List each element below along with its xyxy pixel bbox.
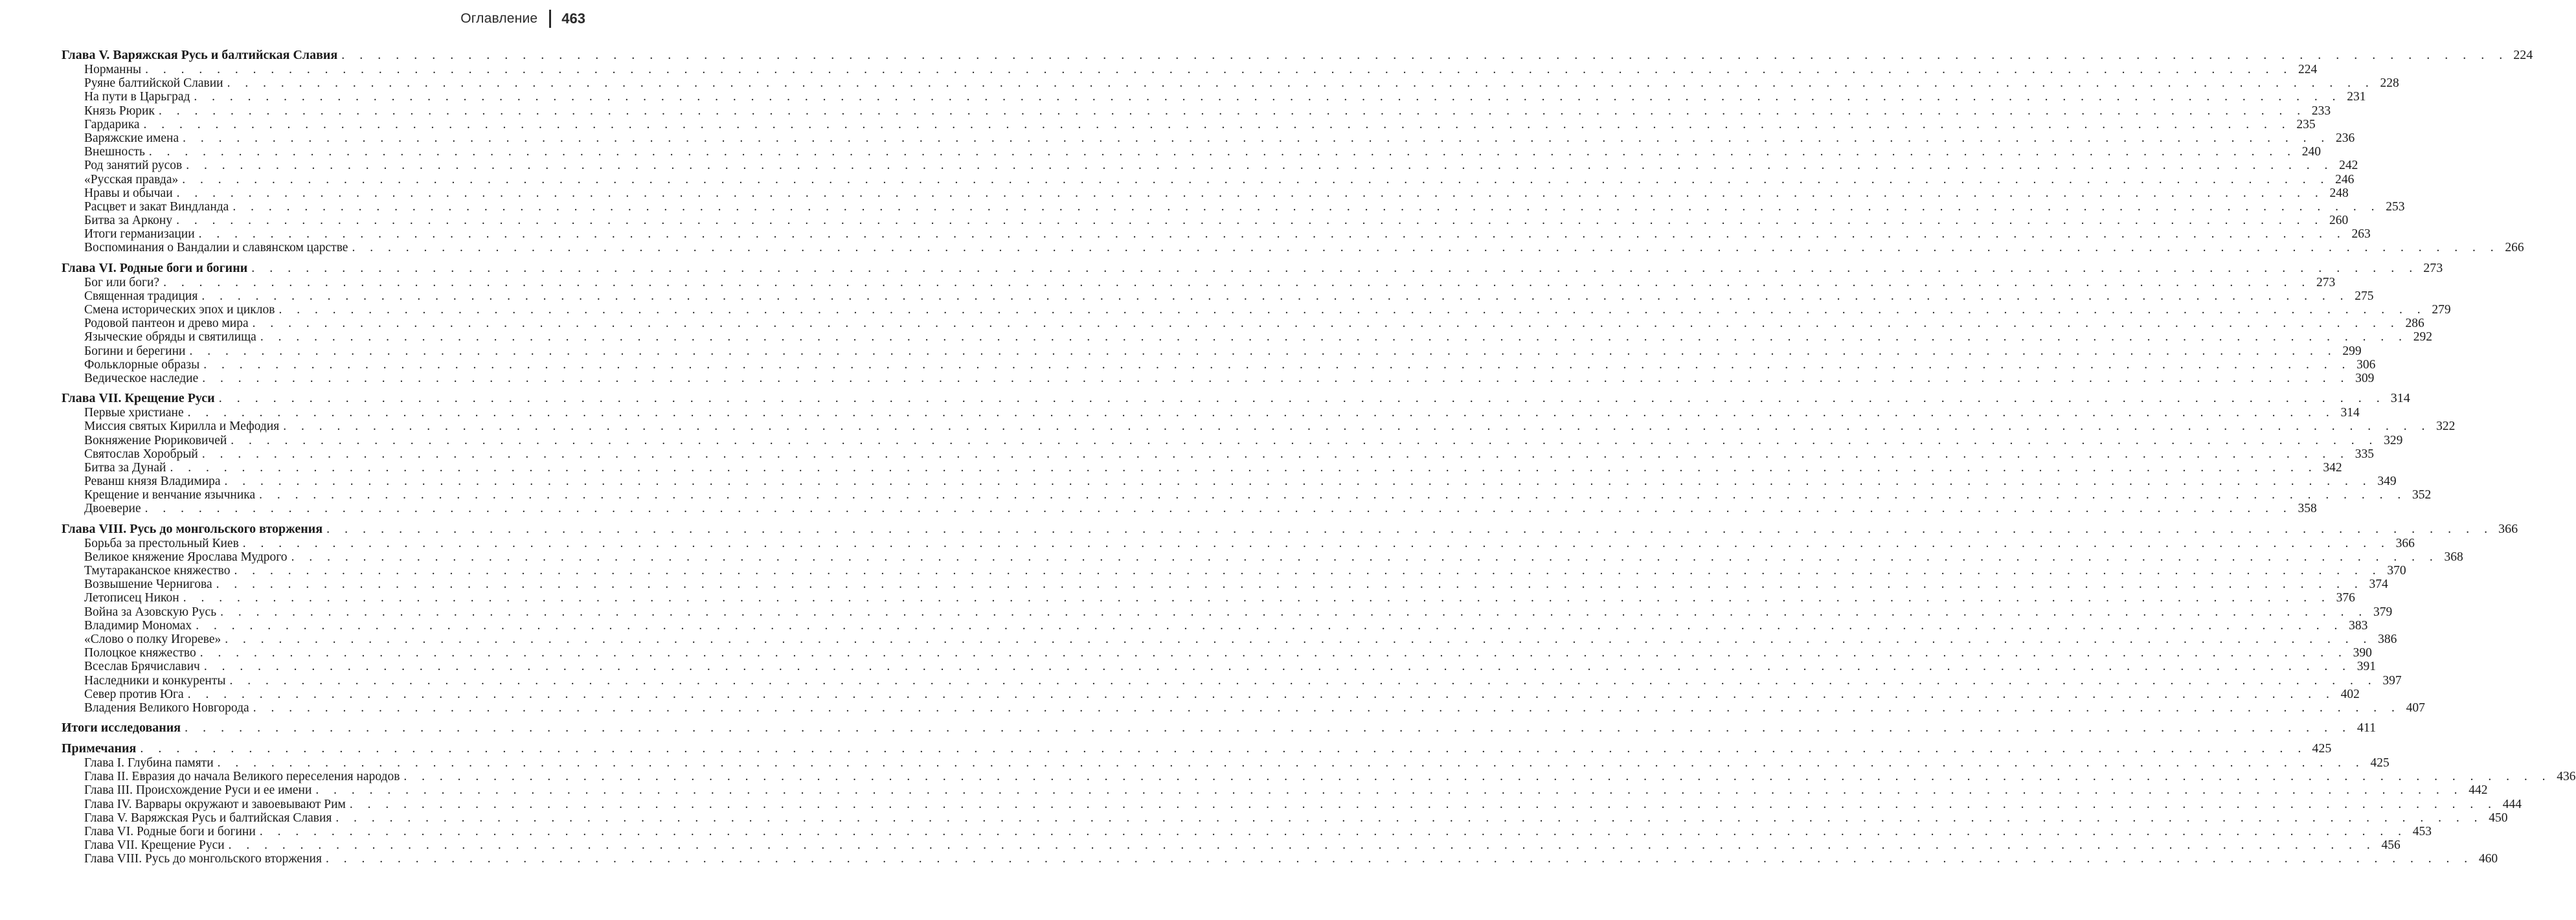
dot-leader: . . . . . . . . . . . . . . . . . . . . . . . . . . . . . . . . . . . . . . . . . . . . . . . . . . . . . . . . . . . . . . . . . . . . . . . . . . . . . . . . . . . . . . . . . . . . . . . . . . . . . . . . . . . . . . . . . . . . . . . . — [196, 618, 2344, 633]
toc-entry-page: 246 — [2335, 172, 2355, 186]
toc-entry-page: 436 — [2557, 770, 2576, 784]
toc-sub-entry — [62, 701, 2425, 715]
toc-sub-entry — [62, 145, 2321, 159]
toc-entry-page: 411 — [2356, 721, 2377, 735]
toc-entry-title: Богини и берегини — [84, 344, 186, 358]
toc-entry-page: 224 — [2298, 63, 2318, 76]
dot-leader: . . . . . . . . . . . . . . . . . . . . . . . . . . . . . . . . . . . . . . . . . . . . . . . . . . . . . . . . . . . . . . . . . . . . . . . . . . . . . . . . . . . . . . . . . . . . . . . . . . . . . . . . . . . . . . . . . . . . . . . . — [283, 420, 2431, 434]
toc-entry-page: 263 — [2351, 227, 2371, 241]
toc-entry-title: Битва за Дунай — [84, 460, 166, 475]
toc-sub-entry — [62, 783, 2488, 798]
dot-leader: . . . . . . . . . . . . . . . . . . . . . . . . . . . . . . . . . . . . . . . . . . . . . . . . . . . . . . . . . . . . . . . . . . . . . . . . . . . . . . . . . . . . . . . . . . . . . . . . . . . . . . . . . . . . . . . . . . . . . . . . — [242, 536, 2390, 550]
toc-entry-title: Глава III. Происхождение Руси и ее имени — [84, 783, 312, 798]
toc-sub-entry — [62, 159, 2358, 173]
dot-leader: . . . . . . . . . . . . . . . . . . . . . . . . . . . . . . . . . . . . . . . . . . . . . . . . . . . . . . . . . . . . . . . . . . . . . . . . . . . . . . . . . . . . . . . . . . . . . . . . . . . . . . . . . . . . . . . . . . . . . . . . — [176, 186, 2324, 200]
toc-entry-title: Владения Великого Новгорода — [84, 701, 249, 715]
dot-leader: . . . . . . . . . . . . . . . . . . . . . . . . . . . . . . . . . . . . . . . . . . . . . . . . . . . . . . . . . . . . . . . . . . . . . . . . . . . . . . . . . . . . . . . . . . . . . . . . . . . . . . . . . . . . . . . . . . . . . . . . — [216, 578, 2364, 592]
toc-sub-entry — [62, 131, 2355, 145]
dot-leader: . . . . . . . . . . . . . . . . . . . . . . . . . . . . . . . . . . . . . . . . . . . . . . . . . . . . . . . . . . . . . . . . . . . . . . . . . . . . . . . . . . . . . . . . . . . . . . . . . . . . . . . . . . . . . . . . . . . . . . . . — [186, 159, 2334, 173]
toc-entry-title: Расцвет и закат Виндланда — [84, 199, 229, 214]
dot-leader: . . . . . . . . . . . . . . . . . . . . . . . . . . . . . . . . . . . . . . . . . . . . . . . . . . . . . . . . . . . . . . . . . . . . . . . . . . . . . . . . . . . . . . . . . . . . . . . . . . . . . . . . . . . . . . . . . . . . . . . . — [182, 172, 2330, 186]
dot-leader: . . . . . . . . . . . . . . . . . . . . . . . . . . . . . . . . . . . . . . . . . . . . . . . . . . . . . . . . . . . . . . . . . . . . . . . . . . . . . . . . . . . . . . . . . . . . . . . . . . . . . . . . . . . . . . . . . . . . . . . . — [140, 741, 2307, 756]
toc-entry-page: 383 — [2349, 618, 2368, 633]
dot-leader: . . . . . . . . . . . . . . . . . . . . . . . . . . . . . . . . . . . . . . . . . . . . . . . . . . . . . . . . . . . . . . . . . . . . . . . . . . . . . . . . . . . . . . . . . . . . . . . . . . . . . . . . . . . . . . . . . . . . . . . . — [232, 199, 2380, 214]
toc-sub-entry — [62, 117, 2316, 131]
toc-entry-page: 286 — [2405, 317, 2424, 331]
toc-entry-title: Внешность — [84, 145, 145, 159]
toc-entry-page: 322 — [2436, 420, 2456, 434]
toc-entry-page: 358 — [2298, 502, 2317, 516]
toc-sub-entry — [62, 632, 2397, 646]
toc-entry-title: Север против Юга — [84, 687, 184, 701]
toc-entry-page: 374 — [2369, 578, 2388, 592]
toc-entry-title: Святослав Хоробрый — [84, 447, 198, 461]
toc-sub-entry — [62, 550, 2463, 564]
toc-sub-entry — [62, 825, 2432, 838]
toc-sub-entry — [62, 660, 2376, 674]
toc-sub-entry — [62, 502, 2317, 516]
dot-leader: . . . . . . . . . . . . . . . . . . . . . . . . . . . . . . . . . . . . . . . . . . . . . . . . . . . . . . . . . . . . . . . . . . . . . . . . . . . . . . . . . . . . . . . . . . . . . . . . . . . . . . . . . . . . . . . . . . . . . . . . — [143, 117, 2291, 131]
toc-entry-page: 368 — [2444, 550, 2463, 564]
running-head — [460, 9, 585, 28]
dot-leader: . . . . . . . . . . . . . . . . . . . . . . . . . . . . . . . . . . . . . . . . . . . . . . . . . . . . . . . . . . . . . . . . . . . . . . . . . . . . . . . . . . . . . . . . . . . . . . . . . . . . . . . . . . . . . . . . . . . . . . . . — [229, 673, 2377, 688]
toc-sub-entry — [62, 564, 2406, 578]
toc-entry-title: На пути в Царьград — [84, 90, 190, 104]
toc-sub-entry — [62, 371, 2375, 385]
toc-sub-entry — [62, 172, 2355, 186]
toc-entry-title: Глава VII. Крещение Руси — [84, 838, 225, 853]
dot-leader: . . . . . . . . . . . . . . . . . . . . . . . . . . . . . . . . . . . . . . . . . . . . . . . . . . . . . . . . . . . . . . . . . . . . . . . . . . . . . . . . . . . . . . . . . . . . . . . . . . . . . . . . . . . . . . . . . . . . . . . . — [234, 564, 2382, 578]
toc-entry-title: Глава VI. Родные боги и богини — [84, 825, 256, 838]
toc-entry-page: 460 — [2478, 852, 2498, 866]
toc-entry-title: Ведическое наследие — [84, 371, 199, 385]
dot-leader: . . . . . . . . . . . . . . . . . . . . . . . . . . . . . . . . . . . . . . . . . . . . . . . . . . . . . . . . . . . . . . . . . . . . . . . . . . . . . . . . . . . . . . . . . . . . . . . . . . . . . . . . . . . . . . . . . . . . . . . . — [227, 76, 2375, 91]
dot-leader: . . . . . . . . . . . . . . . . . . . . . . . . . . . . . . . . . . . . . . . . . . . . . . . . . . . . . . . . . . . . . . . . . . . . . . . . . . . . . . . . . . . . . . . . . . . . . . . . . . . . . . . . . . . . . . . . . . . . . . . . — [194, 90, 2342, 104]
dot-leader: . . . . . . . . . . . . . . . . . . . . . . . . . . . . . . . . . . . . . . . . . . . . . . . . . . . . . . . . . . . . . . . . . . . . . . . . . . . . . . . . . . . . . . . . . . . . . . . . . . . . . . . . . . . . . . . . . . . . . . . . — [220, 605, 2368, 619]
toc-sub-entry — [62, 227, 2371, 241]
toc-sub-entry — [62, 475, 2397, 489]
toc-entry-page: 370 — [2387, 564, 2406, 578]
toc-entry-title: Нравы и обычаи — [84, 186, 173, 200]
toc-entry-page: 391 — [2356, 660, 2376, 674]
toc-entry-title: Глава IV. Варвары окружают и завоевывают Рим — [84, 797, 346, 811]
dot-leader: . . . . . . . . . . . . . . . . . . . . . . . . . . . . . . . . . . . . . . . . . . . . . . . . . . . . . . . . . . . . . . . . . . . . . . . . . . . . . . . . . . . . . . . . . . . . . . . . . . . . . . . . . . . . . . . . . . . . . . . . — [349, 797, 2498, 811]
toc-entry-title: Глава VII. Крещение Руси — [62, 391, 215, 406]
toc-entry-title: Руяне балтийской Славии — [84, 76, 223, 91]
toc-section — [62, 260, 2451, 386]
toc-entry-page: 453 — [2412, 825, 2432, 838]
toc-entry-page: 235 — [2296, 117, 2316, 131]
toc-chapter-entry — [62, 391, 2410, 406]
toc-sub-entry — [62, 673, 2402, 688]
toc-entry-page: 349 — [2377, 475, 2397, 489]
toc-sub-entry — [62, 797, 2522, 811]
dot-leader: . . . . . . . . . . . . . . . . . . . . . . . . . . . . . . . . . . . . . . . . . . . . . . . . . . . . . . . . . . . . . . . . . . . . . . . . . . . . . . . . . . . . . . . . . . . . . . . . . . . . . . . . . . . . . . . . . . . . . . . . — [278, 303, 2426, 317]
toc-sub-entry — [62, 303, 2451, 317]
toc-sub-entry — [62, 317, 2424, 331]
dot-leader: . . . . . . . . . . . . . . . . . . . . . . . . . . . . . . . . . . . . . . . . . . . . . . . . . . . . . . . . . . . . . . . . . . . . . . . . . . . . . . . . . . . . . . . . . . . . . . . . . . . . . . . . . . . . . . . . . . . . . . . . — [252, 317, 2400, 331]
toc-entry-title: Бог или боги? — [84, 275, 160, 289]
toc-entry-title: Летописец Никон — [84, 591, 179, 605]
toc-section — [62, 741, 2576, 866]
toc-entry-title: Фольклорные образы — [84, 357, 200, 372]
toc-entry-title: Тмутараканское княжество — [84, 564, 231, 578]
dot-leader: . . . . . . . . . . . . . . . . . . . . . . . . . . . . . . . . . . . . . . . . . . . . . . . . . . . . . . . . . . . . . . . . . . . . . . . . . . . . . . . . . . . . . . . . . . . . . . . . . . . . . . . . . . . . . . . . . . . . . . . . — [228, 838, 2376, 853]
toc-entry-title: Варяжские имена — [84, 131, 179, 145]
dot-leader: . . . . . . . . . . . . . . . . . . . . . . . . . . . . . . . . . . . . . . . . . . . . . . . . . . . . . . . . . . . . . . . . . . . . . . . . . . . . . . . . . . . . . . . . . . . . . . . . . . . . . . . . . . . . . . . . . . . . . . . . — [259, 825, 2407, 838]
toc-entry-title: Глава I. Глубина памяти — [84, 756, 214, 770]
toc-entry-title: Первые христиане — [84, 406, 184, 420]
dot-leader: . . . . . . . . . . . . . . . . . . . . . . . . . . . . . . . . . . . . . . . . . . . . . . . . . . . . . . . . . . . . . . . . . . . . . . . . . . . . . . . . . . . . . . . . . . . . . . . . . . . . . . . . . . . . . . . . . . . . . . . . — [341, 48, 2509, 62]
toc-sub-entry — [62, 406, 2360, 420]
toc-sub-entry — [62, 186, 2349, 200]
dot-leader: . . . . . . . . . . . . . . . . . . . . . . . . . . . . . . . . . . . . . . . . . . . . . . . . . . . . . . . . . . . . . . . . . . . . . . . . . . . . . . . . . . . . . . . . . . . . . . . . . . . . . . . . . . . . . . . . . . . . . . . . — [144, 502, 2292, 516]
toc-entry-page: 314 — [2340, 406, 2360, 420]
toc-sub-entry — [62, 578, 2388, 592]
toc-entry-title: Итоги германизации — [84, 227, 195, 241]
dot-leader: . . . . . . . . . . . . . . . . . . . . . . . . . . . . . . . . . . . . . . . . . . . . . . . . . . . . . . . . . . . . . . . . . . . . . . . . . . . . . . . . . . . . . . . . . . . . . . . . . . . . . . . . . . . . . . . . . . . . . . . . — [148, 145, 2296, 159]
dot-leader: . . . . . . . . . . . . . . . . . . . . . . . . . . . . . . . . . . . . . . . . . . . . . . . . . . . . . . . . . . . . . . . . . . . . . . . . . . . . . . . . . . . . . . . . . . . . . . . . . . . . . . . . . . . . . . . . . . . . . . . . — [218, 391, 2386, 406]
toc-entry-page: 275 — [2355, 289, 2374, 303]
toc-entry-title: Миссия святых Кирилла и Мефодия — [84, 420, 280, 434]
toc-entry-title: «Слово о полку Игореве» — [84, 632, 221, 646]
toc-entry-title: Род занятий русов — [84, 159, 183, 173]
toc-sub-entry — [62, 199, 2405, 214]
toc-entry-page: 379 — [2373, 605, 2393, 619]
toc-entry-title: Реванш князя Владимира — [84, 475, 221, 489]
toc-sub-entry — [62, 344, 2362, 358]
dot-leader: . . . . . . . . . . . . . . . . . . . . . . . . . . . . . . . . . . . . . . . . . . . . . . . . . . . . . . . . . . . . . . . . . . . . . . . . . . . . . . . . . . . . . . . . . . . . . . . . . . . . . . . . . . . . . . . . . . . . . . . . — [163, 275, 2311, 289]
toc-sub-entry — [62, 241, 2524, 255]
toc-section — [62, 521, 2518, 715]
toc-entry-page: 273 — [2423, 260, 2443, 275]
toc-entry-page: 279 — [2432, 303, 2451, 317]
dot-leader: . . . . . . . . . . . . . . . . . . . . . . . . . . . . . . . . . . . . . . . . . . . . . . . . . . . . . . . . . . . . . . . . . . . . . . . . . . . . . . . . . . . . . . . . . . . . . . . . . . . . . . . . . . . . . . . . . . . . . . . . — [253, 701, 2401, 715]
toc-entry-page: 342 — [2323, 460, 2342, 475]
toc-entry-page: 366 — [2395, 536, 2415, 550]
dot-leader: . . . . . . . . . . . . . . . . . . . . . . . . . . . . . . . . . . . . . . . . . . . . . . . . . . . . . . . . . . . . . . . . . . . . . . . . . . . . . . . . . . . . . . . . . . . . . . . . . . . . . . . . . . . . . . . . . . . . . . . . — [203, 357, 2351, 372]
toc-entry-title: Владимир Мономах — [84, 618, 192, 633]
toc-entry-title: Глава VIII. Русь до монгольского вторжения — [62, 521, 323, 536]
toc-entry-title: Всеслав Брячиславич — [84, 660, 200, 674]
toc-entry-title: Великое княжение Ярослава Мудрого — [84, 550, 288, 564]
toc-sub-entry — [62, 447, 2374, 461]
toc-section — [62, 721, 2377, 735]
toc-entry-title: Родовой пантеон и древо мира — [84, 317, 249, 331]
dot-leader: . . . . . . . . . . . . . . . . . . . . . . . . . . . . . . . . . . . . . . . . . . . . . . . . . . . . . . . . . . . . . . . . . . . . . . . . . . . . . . . . . . . . . . . . . . . . . . . . . . . . . . . . . . . . . . . . . . . . . . . . — [231, 433, 2378, 447]
toc-sub-entry — [62, 63, 2318, 76]
dot-leader: . . . . . . . . . . . . . . . . . . . . . . . . . . . . . . . . . . . . . . . . . . . . . . . . . . . . . . . . . . . . . . . . . . . . . . . . . . . . . . . . . . . . . . . . . . . . . . . . . . . . . . . . . . . . . . . . . . . . . . . . — [201, 447, 2349, 461]
toc-entry-page: 314 — [2390, 391, 2410, 406]
toc-sub-entry — [62, 420, 2456, 434]
dot-leader: . . . . . . . . . . . . . . . . . . . . . . . . . . . . . . . . . . . . . . . . . . . . . . . . . . . . . . . . . . . . . . . . . . . . . . . . . . . . . . . . . . . . . . . . . . . . . . . . . . . . . . . . . . . . . . . . . . . . . . . . — [251, 260, 2419, 275]
toc-entry-page: 335 — [2355, 447, 2374, 461]
dot-leader: . . . . . . . . . . . . . . . . . . . . . . . . . . . . . . . . . . . . . . . . . . . . . . . . . . . . . . . . . . . . . . . . . . . . . . . . . . . . . . . . . . . . . . . . . . . . . . . . . . . . . . . . . . . . . . . . . . . . . . . . — [325, 852, 2474, 866]
toc-sub-entry — [62, 536, 2415, 550]
toc-entry-page: 352 — [2412, 488, 2432, 502]
toc-entry-page: 231 — [2347, 90, 2366, 104]
toc-entry-title: Священная традиция — [84, 289, 198, 303]
toc-sub-entry — [62, 811, 2508, 825]
toc-section — [62, 391, 2456, 516]
toc-entry-page: 273 — [2316, 275, 2336, 289]
toc-chapter-entry — [62, 260, 2443, 276]
toc-sub-entry — [62, 838, 2401, 853]
dot-leader: . . . . . . . . . . . . . . . . . . . . . . . . . . . . . . . . . . . . . . . . . . . . . . . . . . . . . . . . . . . . . . . . . . . . . . . . . . . . . . . . . . . . . . . . . . . . . . . . . . . . . . . . . . . . . . . . . . . . . . . . — [224, 475, 2372, 489]
dot-leader: . . . . . . . . . . . . . . . . . . . . . . . . . . . . . . . . . . . . . . . . . . . . . . . . . . . . . . . . . . . . . . . . . . . . . . . . . . . . . . . . . . . . . . . . . . . . . . . . . . . . . . . . . . . . . . . . . . . . . . . . — [198, 227, 2346, 241]
toc-entry-title: Борьба за престольный Киев — [84, 536, 239, 550]
table-of-contents — [62, 48, 2576, 872]
dot-leader: . . . . . . . . . . . . . . . . . . . . . . . . . . . . . . . . . . . . . . . . . . . . . . . . . . . . . . . . . . . . . . . . . . . . . . . . . . . . . . . . . . . . . . . . . . . . . . . . . . . . . . . . . . . . . . . . . . . . . . . . — [183, 131, 2331, 145]
running-head-separator — [549, 10, 551, 28]
toc-entry-page: 236 — [2336, 131, 2355, 145]
toc-sub-entry — [62, 460, 2342, 475]
toc-entry-title: Битва за Аркону — [84, 214, 173, 228]
toc-sub-entry — [62, 275, 2336, 289]
toc-entry-page: 456 — [2381, 838, 2401, 853]
toc-entry-page: 260 — [2329, 214, 2349, 228]
toc-sub-entry — [62, 488, 2432, 502]
toc-sub-entry — [62, 433, 2403, 447]
toc-entry-page: 306 — [2356, 357, 2376, 372]
dot-leader: . . . . . . . . . . . . . . . . . . . . . . . . . . . . . . . . . . . . . . . . . . . . . . . . . . . . . . . . . . . . . . . . . . . . . . . . . . . . . . . . . . . . . . . . . . . . . . . . . . . . . . . . . . . . . . . . . . . . . . . . — [291, 550, 2439, 564]
toc-entry-title: Итоги исследования — [62, 721, 181, 735]
toc-entry-title: Возвышение Чернигова — [84, 578, 212, 592]
toc-sub-entry — [62, 756, 2390, 770]
toc-entry-page: 407 — [2406, 701, 2425, 715]
toc-entry-page: 309 — [2355, 371, 2375, 385]
toc-entry-title: Воспоминания о Вандалии и славянском царстве — [84, 241, 348, 255]
toc-entry-title: Языческие обряды и святилища — [84, 330, 256, 344]
toc-sub-entry — [62, 90, 2366, 104]
dot-leader: . . . . . . . . . . . . . . . . . . . . . . . . . . . . . . . . . . . . . . . . . . . . . . . . . . . . . . . . . . . . . . . . . . . . . . . . . . . . . . . . . . . . . . . . . . . . . . . . . . . . . . . . . . . . . . . . . . . . . . . . — [187, 687, 2335, 701]
toc-entry-title: Глава V. Варяжская Русь и балтийская Славия — [62, 48, 338, 62]
toc-entry-page: 444 — [2502, 797, 2522, 811]
toc-entry-page: 390 — [2353, 646, 2372, 660]
toc-entry-page: 292 — [2413, 330, 2432, 344]
dot-leader: . . . . . . . . . . . . . . . . . . . . . . . . . . . . . . . . . . . . . . . . . . . . . . . . . . . . . . . . . . . . . . . . . . . . . . . . . . . . . . . . . . . . . . . . . . . . . . . . . . . . . . . . . . . . . . . . . . . . . . . . — [225, 632, 2373, 646]
toc-entry-title: Глава VIII. Русь до монгольского вторжения — [84, 852, 322, 866]
dot-leader: . . . . . . . . . . . . . . . . . . . . . . . . . . . . . . . . . . . . . . . . . . . . . . . . . . . . . . . . . . . . . . . . . . . . . . . . . . . . . . . . . . . . . . . . . . . . . . . . . . . . . . . . . . . . . . . . . . . . . . . . — [183, 591, 2331, 605]
dot-leader: . . . . . . . . . . . . . . . . . . . . . . . . . . . . . . . . . . . . . . . . . . . . . . . . . . . . . . . . . . . . . . . . . . . . . . . . . . . . . . . . . . . . . . . . . . . . . . . . . . . . . . . . . . . . . . . . . . . . . . . . — [352, 241, 2500, 255]
dot-leader: . . . . . . . . . . . . . . . . . . . . . . . . . . . . . . . . . . . . . . . . . . . . . . . . . . . . . . . . . . . . . . . . . . . . . . . . . . . . . . . . . . . . . . . . . . . . . . . . . . . . . . . . . . . . . . . . . . . . . . . . — [260, 330, 2408, 344]
toc-entry-title: Смена исторических эпох и циклов — [84, 303, 275, 317]
toc-entry-page: 228 — [2380, 76, 2399, 91]
toc-entry-title: Глава VI. Родные боги и богини — [62, 260, 248, 275]
toc-entry-page: 248 — [2329, 186, 2349, 200]
page-number: 463 — [561, 10, 585, 27]
dot-leader: . . . . . . . . . . . . . . . . . . . . . . . . . . . . . . . . . . . . . . . . . . . . . . . . . . . . . . . . . . . . . . . . . . . . . . . . . . . . . . . . . . . . . . . . . . . . . . . . . . . . . . . . . . . . . . . . . . . . . . . . — [326, 521, 2494, 536]
toc-entry-page: 242 — [2339, 159, 2358, 173]
toc-entry-title: Полоцкое княжество — [84, 646, 196, 660]
dot-leader: . . . . . . . . . . . . . . . . . . . . . . . . . . . . . . . . . . . . . . . . . . . . . . . . . . . . . . . . . . . . . . . . . . . . . . . . . . . . . . . . . . . . . . . . . . . . . . . . . . . . . . . . . . . . . . . . . . . . . . . . — [203, 660, 2351, 674]
toc-chapter-entry — [62, 521, 2518, 537]
toc-entry-page: 266 — [2505, 241, 2524, 255]
dot-leader: . . . . . . . . . . . . . . . . . . . . . . . . . . . . . . . . . . . . . . . . . . . . . . . . . . . . . . . . . . . . . . . . . . . . . . . . . . . . . . . . . . . . . . . . . . . . . . . . . . . . . . . . . . . . . . . . . . . . . . . . — [259, 488, 2407, 502]
toc-entry-page: 299 — [2342, 344, 2362, 358]
toc-entry-page: 376 — [2336, 591, 2355, 605]
toc-entry-page: 450 — [2489, 811, 2508, 825]
toc-entry-title: Норманны — [84, 63, 142, 76]
toc-section — [62, 48, 2533, 255]
toc-entry-title: Глава II. Евразия до начала Великого переселения народов — [84, 770, 400, 784]
toc-entry-title: «Русская правда» — [84, 172, 179, 186]
toc-sub-entry — [62, 591, 2355, 605]
toc-sub-entry — [62, 104, 2331, 118]
toc-sub-entry — [62, 330, 2432, 344]
toc-sub-entry — [62, 618, 2368, 633]
dot-leader: . . . . . . . . . . . . . . . . . . . . . . . . . . . . . . . . . . . . . . . . . . . . . . . . . . . . . . . . . . . . . . . . . . . . . . . . . . . . . . . . . . . . . . . . . . . . . . . . . . . . . . . . . . . . . . . . . . . . . . . . — [187, 406, 2335, 420]
toc-entry-page: 366 — [2498, 521, 2518, 536]
dot-leader: . . . . . . . . . . . . . . . . . . . . . . . . . . . . . . . . . . . . . . . . . . . . . . . . . . . . . . . . . . . . . . . . . . . . . . . . . . . . . . . . . . . . . . . . . . . . . . . . . . . . . . . . . . . . . . . . . . . . . . . . — [145, 63, 2293, 76]
toc-entry-page: 425 — [2370, 756, 2390, 770]
toc-sub-entry — [62, 770, 2576, 784]
toc-entry-page: 425 — [2312, 741, 2332, 756]
dot-leader: . . . . . . . . . . . . . . . . . . . . . . . . . . . . . . . . . . . . . . . . . . . . . . . . . . . . . . . . . . . . . . . . . . . . . . . . . . . . . . . . . . . . . . . . . . . . . . . . . . . . . . . . . . . . . . . . . . . . . . . . — [170, 460, 2318, 475]
toc-entry-title: Двоеверие — [84, 502, 141, 516]
toc-chapter-entry — [62, 741, 2332, 756]
dot-leader: . . . . . . . . . . . . . . . . . . . . . . . . . . . . . . . . . . . . . . . . . . . . . . . . . . . . . . . . . . . . . . . . . . . . . . . . . . . . . . . . . . . . . . . . . . . . . . . . . . . . . . . . . . . . . . . . . . . . . . . . — [185, 721, 2352, 735]
toc-entry-page: 240 — [2301, 145, 2321, 159]
dot-leader: . . . . . . . . . . . . . . . . . . . . . . . . . . . . . . . . . . . . . . . . . . . . . . . . . . . . . . . . . . . . . . . . . . . . . . . . . . . . . . . . . . . . . . . . . . . . . . . . . . . . . . . . . . . . . . . . . . . . . . . . — [158, 104, 2307, 118]
dot-leader: . . . . . . . . . . . . . . . . . . . . . . . . . . . . . . . . . . . . . . . . . . . . . . . . . . . . . . . . . . . . . . . . . . . . . . . . . . . . . . . . . . . . . . . . . . . . . . . . . . . . . . . . . . . . . . . . . . . . . . . . — [176, 214, 2324, 228]
toc-entry-title: Война за Азовскую Русь — [84, 605, 217, 619]
dot-leader: . . . . . . . . . . . . . . . . . . . . . . . . . . . . . . . . . . . . . . . . . . . . . . . . . . . . . . . . . . . . . . . . . . . . . . . . . . . . . . . . . . . . . . . . . . . . . . . . . . . . . . . . . . . . . . . . . . . . . . . . — [199, 646, 2347, 660]
dot-leader: . . . . . . . . . . . . . . . . . . . . . . . . . . . . . . . . . . . . . . . . . . . . . . . . . . . . . . . . . . . . . . . . . . . . . . . . . . . . . . . . . . . . . . . . . . . . . . . . . . . . . . . . . . . . . . . . . . . . . . . . — [335, 811, 2483, 825]
dot-leader: . . . . . . . . . . . . . . . . . . . . . . . . . . . . . . . . . . . . . . . . . . . . . . . . . . . . . . . . . . . . . . . . . . . . . . . . . . . . . . . . . . . . . . . . . . . . . . . . . . . . . . . . . . . . . . . . . . . . . . . . — [217, 756, 2365, 770]
toc-sub-entry — [62, 605, 2393, 619]
toc-entry-page: 253 — [2386, 199, 2405, 214]
toc-sub-entry — [62, 687, 2360, 701]
toc-sub-entry — [62, 357, 2376, 372]
toc-entry-title: Вокняжение Рюриковичей — [84, 433, 227, 447]
toc-entry-page: 329 — [2384, 433, 2403, 447]
toc-entry-title: Князь Рюрик — [84, 104, 155, 118]
toc-chapter-entry — [62, 721, 2377, 735]
dot-leader: . . . . . . . . . . . . . . . . . . . . . . . . . . . . . . . . . . . . . . . . . . . . . . . . . . . . . . . . . . . . . . . . . . . . . . . . . . . . . . . . . . . . . . . . . . . . . . . . . . . . . . . . . . . . . . . . . . . . . . . . — [403, 770, 2551, 784]
toc-entry-title: Наследники и конкуренты — [84, 673, 226, 688]
toc-chapter-entry — [62, 48, 2533, 63]
running-head-title: Оглавление — [460, 11, 538, 26]
dot-leader: . . . . . . . . . . . . . . . . . . . . . . . . . . . . . . . . . . . . . . . . . . . . . . . . . . . . . . . . . . . . . . . . . . . . . . . . . . . . . . . . . . . . . . . . . . . . . . . . . . . . . . . . . . . . . . . . . . . . . . . . — [202, 371, 2350, 385]
toc-sub-entry — [62, 646, 2372, 660]
toc-entry-page: 386 — [2378, 632, 2397, 646]
toc-sub-entry — [62, 852, 2498, 866]
toc-entry-page: 397 — [2382, 673, 2402, 688]
toc-entry-title: Примечания — [62, 741, 137, 756]
toc-entry-page: 442 — [2469, 783, 2488, 798]
toc-entry-page: 402 — [2340, 687, 2360, 701]
toc-entry-page: 224 — [2513, 48, 2533, 62]
toc-entry-page: 233 — [2311, 104, 2331, 118]
dot-leader: . . . . . . . . . . . . . . . . . . . . . . . . . . . . . . . . . . . . . . . . . . . . . . . . . . . . . . . . . . . . . . . . . . . . . . . . . . . . . . . . . . . . . . . . . . . . . . . . . . . . . . . . . . . . . . . . . . . . . . . . — [201, 289, 2349, 303]
dot-leader: . . . . . . . . . . . . . . . . . . . . . . . . . . . . . . . . . . . . . . . . . . . . . . . . . . . . . . . . . . . . . . . . . . . . . . . . . . . . . . . . . . . . . . . . . . . . . . . . . . . . . . . . . . . . . . . . . . . . . . . . — [315, 783, 2463, 798]
dot-leader: . . . . . . . . . . . . . . . . . . . . . . . . . . . . . . . . . . . . . . . . . . . . . . . . . . . . . . . . . . . . . . . . . . . . . . . . . . . . . . . . . . . . . . . . . . . . . . . . . . . . . . . . . . . . . . . . . . . . . . . . — [189, 344, 2337, 358]
toc-sub-entry — [62, 76, 2399, 91]
toc-entry-title: Крещение и венчание язычника — [84, 488, 256, 502]
toc-entry-title: Гардарика — [84, 117, 140, 131]
toc-sub-entry — [62, 214, 2349, 228]
toc-sub-entry — [62, 289, 2374, 303]
toc-entry-title: Глава V. Варяжская Русь и балтийская Славия — [84, 811, 332, 825]
